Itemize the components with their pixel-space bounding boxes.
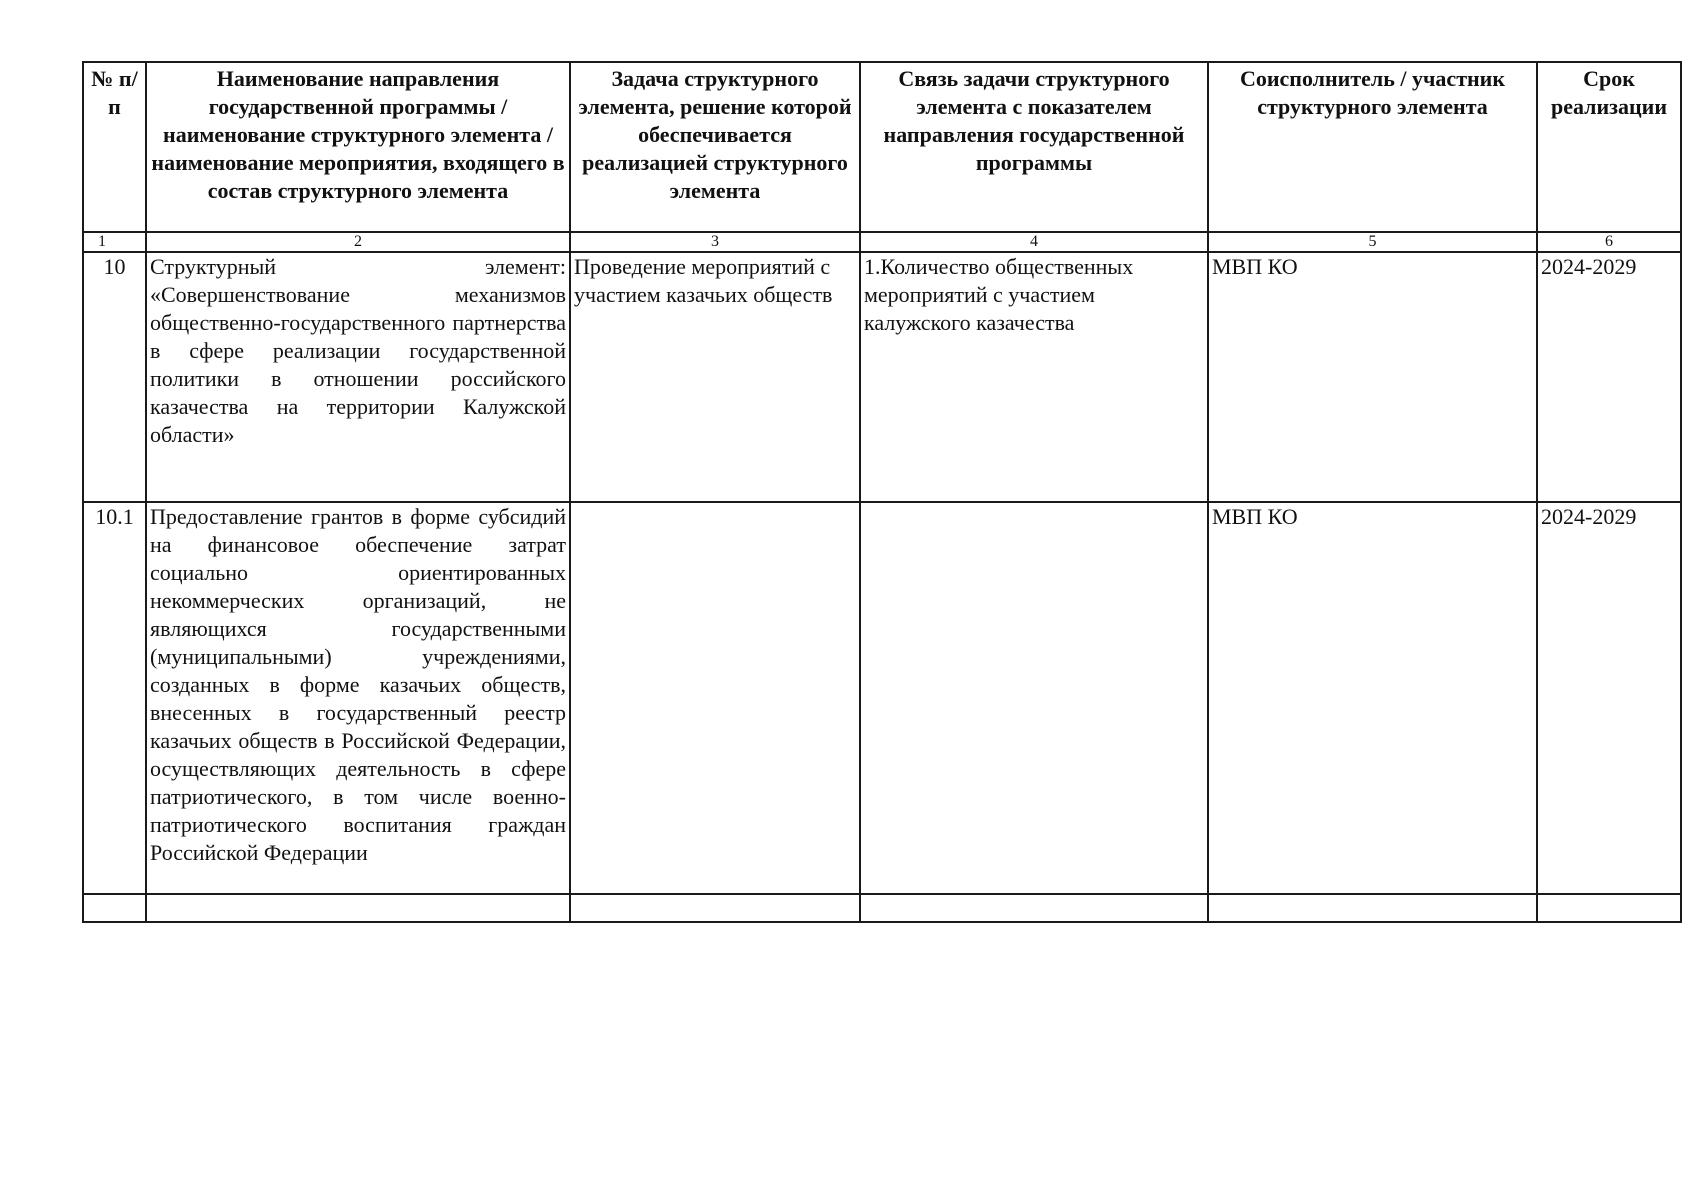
empty-cell: [1208, 894, 1537, 922]
empty-cell: [83, 894, 146, 922]
table-row: [83, 502, 1681, 894]
column-number: 4: [860, 232, 1208, 252]
row-term: 2024-2029: [1537, 502, 1681, 894]
document-sheet: [82, 61, 1680, 923]
row-name: Структурный элемент: «Совершенствование механизмов общественно-государственного партнерства в сфере реализации государственной политики в отношении российского казачества на территории Калужской области»: [146, 252, 570, 502]
empty-cell: [570, 894, 860, 922]
column-number: 2: [146, 232, 570, 252]
header-participant: Соисполнитель / участник структурного элемента: [1208, 62, 1537, 232]
header-link: Связь задачи структурного элемента с показателем направления государственной программы: [860, 62, 1208, 232]
column-number: 1: [83, 232, 146, 252]
row-task: Проведение мероприятий с участием казачьих обществ: [570, 252, 860, 502]
row-number: 10.1: [83, 502, 146, 894]
row-term: 2024-2029: [1537, 252, 1681, 502]
header-row: [83, 62, 1681, 232]
column-number: 3: [570, 232, 860, 252]
row-link: 1.Количество общественных мероприятий с участием калужского казачества: [860, 252, 1208, 502]
row-participant: МВП КО: [1208, 502, 1537, 894]
table-row: [83, 252, 1681, 502]
row-task: [570, 502, 860, 894]
empty-cell: [860, 894, 1208, 922]
row-link: [860, 502, 1208, 894]
row-number: 10: [83, 252, 146, 502]
header-name: Наименование направления государственной программы / наименование структурного элемента / наименование мероприятия, входящего в состав структурного элемента: [146, 62, 570, 232]
empty-row: [83, 894, 1681, 922]
empty-cell: [1537, 894, 1681, 922]
header-term: Срок реализации: [1537, 62, 1681, 232]
header-number: № п/п: [83, 62, 146, 232]
column-number: 6: [1537, 232, 1681, 252]
row-name: Предоставление грантов в форме субсидий на финансовое обеспечение затрат социально ориентированных некоммерческих организаций, не являющихся государственными (муниципальными) учреждениями, созданных в форме казачьих обществ, внесенных в государственный реестр казачьих обществ в Российской Федерации, осуществляющих деятельность в сфере патриотического, в том числе военно-патриотического воспитания граждан Российской Федерации: [146, 502, 570, 894]
header-task: Задача структурного элемента, решение которой обеспечивается реализацией структурного элемента: [570, 62, 860, 232]
program-table: [82, 61, 1682, 923]
row-participant: МВП КО: [1208, 252, 1537, 502]
column-number-row: [83, 232, 1681, 252]
empty-cell: [146, 894, 570, 922]
column-number: 5: [1208, 232, 1537, 252]
